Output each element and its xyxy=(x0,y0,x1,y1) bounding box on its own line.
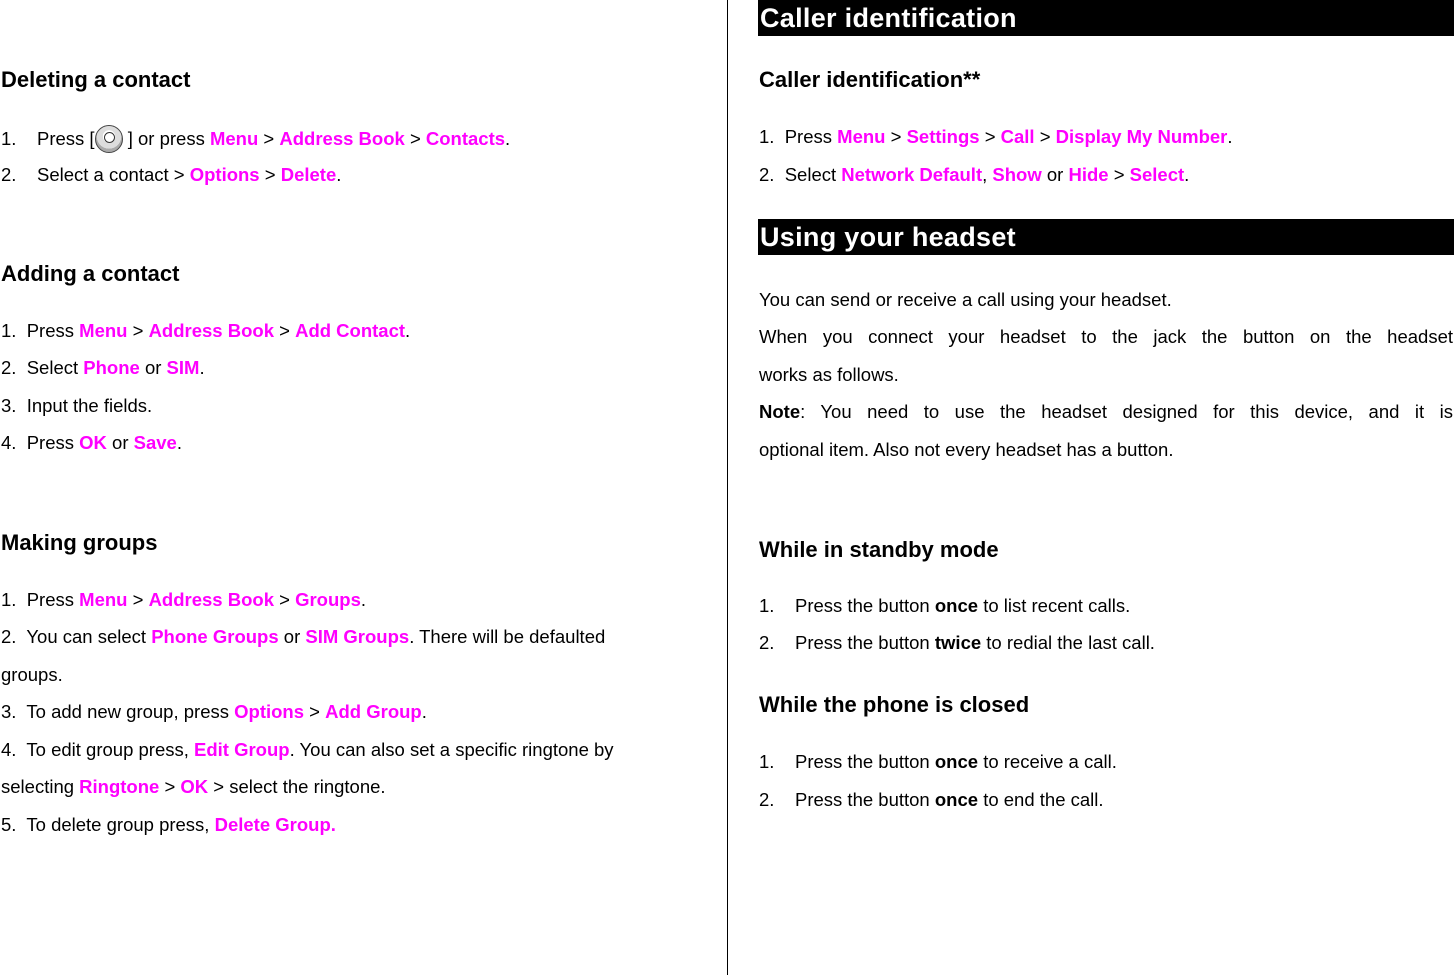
add-step-2: 2. Select Phone or SIM. xyxy=(1,357,205,378)
right-column xyxy=(758,0,1454,975)
using-headset-banner: Using your headset xyxy=(758,219,1454,255)
groups-step-2-cont: groups. xyxy=(1,664,63,685)
groups-step-2: 2. You can select Phone Groups or SIM Groups. There will be defaulted xyxy=(1,626,606,647)
making-groups-heading: Making groups xyxy=(1,530,158,555)
cid-step-1: 1. Press Menu > Settings > Call > Display My Number. xyxy=(759,126,1233,147)
groups-step-4: 4. To edit group press, Edit Group. You can also set a specific ringtone by xyxy=(1,739,614,760)
headset-para-2b: works as follows. xyxy=(759,364,899,385)
standby-step-2: 2. Press the button twice to redial the last call. xyxy=(759,632,1155,653)
navigation-key-icon xyxy=(95,125,123,153)
headset-note: Note: You need to use the headset designed for this device, and it is xyxy=(759,401,1453,422)
groups-step-1: 1. Press Menu > Address Book > Groups. xyxy=(1,589,366,610)
add-step-1: 1. Press Menu > Address Book > Add Contact. xyxy=(1,320,411,341)
column-divider xyxy=(727,0,728,975)
delete-step-1: 1. Press [ ] or press Menu > Address Book > Contacts. xyxy=(1,125,510,153)
note-label: Note xyxy=(759,401,801,422)
add-step-4: 4. Press OK or Save. xyxy=(1,432,182,453)
headset-note-cont: optional item. Also not every headset has a button. xyxy=(759,439,1174,460)
closed-step-1: 1. Press the button once to receive a call. xyxy=(759,751,1117,772)
groups-step-3: 3. To add new group, press Options > Add Group. xyxy=(1,701,427,722)
caller-identification-heading: Caller identification** xyxy=(759,67,981,92)
caller-identification-banner: Caller identification xyxy=(758,0,1454,36)
deleting-contact-heading: Deleting a contact xyxy=(1,67,191,92)
cid-step-2: 2. Select Network Default, Show or Hide > Select. xyxy=(759,164,1190,185)
groups-step-5: 5. To delete group press, Delete Group. xyxy=(1,814,336,835)
closed-step-2: 2. Press the button once to end the call. xyxy=(759,789,1104,810)
adding-contact-heading: Adding a contact xyxy=(1,261,180,286)
add-step-3: 3. Input the fields. xyxy=(1,395,153,416)
left-column xyxy=(0,0,720,975)
phone-closed-heading: While the phone is closed xyxy=(759,692,1030,717)
headset-intro: You can send or receive a call using your headset. xyxy=(759,289,1172,310)
headset-para-2a: When you connect your headset to the jack the button on the headset xyxy=(759,326,1453,347)
standby-step-1: 1. Press the button once to list recent calls. xyxy=(759,595,1131,616)
delete-step-2: 2. Select a contact > Options > Delete. xyxy=(1,164,342,185)
standby-heading: While in standby mode xyxy=(759,537,999,562)
groups-step-4-cont: selecting Ringtone > OK > select the ringtone. xyxy=(1,776,386,797)
